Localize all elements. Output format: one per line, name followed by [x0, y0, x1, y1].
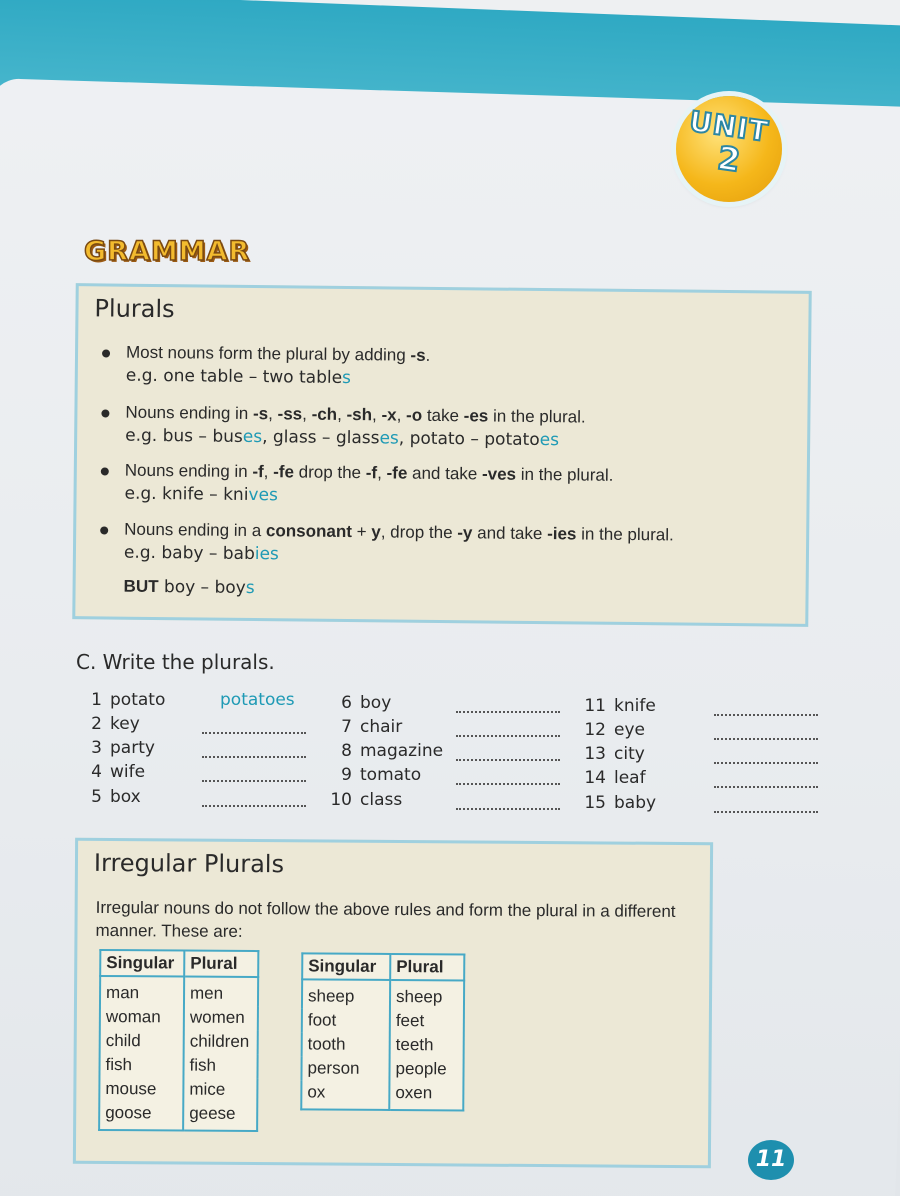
exercise-word: leaf	[614, 768, 646, 788]
singular-cell: child	[100, 1029, 184, 1054]
table-row	[100, 976, 258, 1006]
rule-example: e.g. bus – buses, glass – glasses, potato – potatoes	[125, 425, 560, 451]
exercise-title: C. Write the plurals.	[76, 650, 275, 674]
singular-cell: mouse	[99, 1077, 183, 1102]
exercise-item	[80, 690, 165, 714]
exercise-number: 3	[91, 738, 102, 758]
irregular-intro: Irregular nouns do not follow the above rules and form the plural in a different manner. These are:	[95, 897, 676, 941]
bullet-icon	[100, 526, 108, 534]
rule-text: Nouns ending in -f, -fe drop the -f, -fe and take -ves in the plural.	[124, 460, 614, 485]
plural-cell: sheep	[390, 980, 464, 1010]
exercise-number: 15	[584, 793, 606, 813]
table-row	[99, 1101, 257, 1131]
rule-example: e.g. knife – knives	[124, 483, 278, 506]
answer-blank[interactable]	[456, 783, 560, 785]
bullet-icon	[102, 349, 110, 357]
exercise-answer: potatoes	[220, 690, 295, 710]
singular-cell: woman	[100, 1005, 184, 1030]
exercise-item	[584, 696, 656, 720]
answer-blank[interactable]	[714, 762, 818, 764]
plural-cell: oxen	[389, 1081, 463, 1111]
exercise-number: 9	[341, 765, 352, 785]
plurals-box-title: Plurals	[94, 294, 175, 324]
answer-blank[interactable]	[202, 780, 306, 782]
exercise-number: 6	[341, 693, 352, 713]
exercise-item	[80, 738, 155, 762]
singular-cell: ox	[301, 1080, 389, 1110]
rule-text: Nouns ending in a consonant + y, drop the -y and take -ies in the plural.	[124, 519, 674, 545]
answer-blank[interactable]	[714, 714, 818, 716]
answer-blank[interactable]	[714, 738, 818, 740]
rule-text: Nouns ending in -s, -ss, -ch, -sh, -x, -o take -es in the plural.	[125, 402, 586, 427]
exercise-word: boy	[360, 693, 392, 713]
exercise-number: 4	[91, 762, 102, 782]
rule-example: e.g. one table – two tables	[125, 365, 352, 389]
exercise-number: 14	[584, 768, 606, 788]
plurals-rules-box	[72, 283, 811, 627]
answer-blank[interactable]	[202, 805, 306, 807]
exercise-item	[330, 741, 443, 765]
singular-cell: fish	[99, 1053, 183, 1078]
plural-cell: geese	[183, 1102, 257, 1132]
exercise-item	[80, 787, 141, 811]
exercise-word: party	[110, 738, 155, 758]
irregular-table-1	[98, 949, 259, 1132]
rule-text: Most nouns form the plural by adding -s.	[125, 342, 431, 365]
column-header-plural: Plural	[184, 951, 258, 978]
irregular-box-title: Irregular Plurals	[93, 848, 285, 879]
answer-blank[interactable]	[456, 759, 560, 761]
exercise-word: city	[614, 744, 645, 764]
rule-example: e.g. baby – babies	[123, 542, 279, 565]
plural-cell: feet	[390, 1009, 464, 1034]
rule-item	[102, 341, 792, 394]
table-row	[301, 1056, 463, 1081]
rule-item	[100, 518, 790, 571]
singular-cell: man	[100, 976, 184, 1006]
bullet-icon	[101, 409, 109, 417]
table-row	[302, 1032, 464, 1057]
exercise-word: box	[110, 787, 141, 807]
exercise-number: 1	[91, 690, 102, 710]
exercise-item	[584, 768, 646, 792]
column-header-plural: Plural	[390, 954, 464, 981]
exercise-word: baby	[614, 793, 657, 813]
answer-blank[interactable]	[456, 808, 560, 810]
table-row	[99, 1053, 257, 1078]
column-header-singular: Singular	[100, 950, 184, 977]
plural-cell: mice	[183, 1078, 257, 1103]
singular-cell: tooth	[302, 1032, 390, 1057]
plural-cell: fish	[183, 1054, 257, 1079]
exercise-number: 11	[584, 696, 606, 716]
exercise-item	[80, 762, 145, 786]
exercise-item	[584, 720, 645, 744]
answer-blank[interactable]	[456, 735, 560, 737]
rule-item	[100, 459, 790, 512]
singular-cell: person	[301, 1056, 389, 1081]
exercise-number: 2	[91, 714, 102, 734]
exercise-item	[80, 714, 140, 738]
bullet-icon	[101, 467, 109, 475]
exercise-number: 10	[330, 790, 352, 810]
exercise-word: chair	[360, 717, 403, 737]
plural-cell: teeth	[390, 1033, 464, 1058]
exercise-number: 8	[341, 741, 352, 761]
rule-item	[101, 401, 791, 454]
exercise-item	[584, 744, 645, 768]
table-row	[100, 1029, 258, 1054]
unit-number: 2	[715, 138, 743, 180]
unit-badge	[676, 96, 782, 202]
exercise-item	[330, 765, 421, 789]
exercise-word: eye	[614, 720, 645, 740]
unit-label: UNIT	[687, 104, 771, 149]
exercise-word: knife	[614, 696, 656, 716]
plural-cell: men	[184, 977, 258, 1007]
exercise-item	[584, 793, 656, 817]
exercise-number: 12	[584, 720, 606, 740]
table-row	[100, 1005, 258, 1030]
irregular-plurals-box	[73, 838, 713, 1168]
table-row	[302, 1008, 464, 1033]
singular-cell: goose	[99, 1101, 183, 1131]
exercise-word: tomato	[360, 765, 422, 785]
singular-cell: foot	[302, 1008, 390, 1033]
table-row	[99, 1077, 257, 1102]
singular-cell: sheep	[302, 979, 390, 1009]
exercise-word: class	[360, 790, 403, 810]
answer-blank[interactable]	[202, 756, 306, 758]
exercise-item	[330, 790, 402, 814]
exercise-word: potato	[110, 690, 166, 710]
answer-blank[interactable]	[714, 786, 818, 788]
answer-blank[interactable]	[202, 732, 306, 734]
but-example: BUT boy – boys	[123, 576, 255, 599]
answer-blank[interactable]	[456, 711, 560, 713]
plural-cell: people	[389, 1057, 463, 1082]
exercise-item	[330, 717, 402, 741]
exercise-word: wife	[110, 762, 146, 782]
answer-blank[interactable]	[714, 811, 818, 813]
plural-cell: women	[184, 1006, 258, 1031]
plural-cell: children	[184, 1030, 258, 1055]
exercise-number: 7	[341, 717, 352, 737]
section-title: GRAMMAR	[84, 236, 251, 267]
exercise-word: magazine	[360, 741, 444, 761]
exercise-number: 13	[584, 744, 606, 764]
table-row	[302, 979, 464, 1009]
column-header-singular: Singular	[302, 953, 390, 980]
exercise-number: 5	[91, 787, 102, 807]
irregular-table-2	[300, 952, 465, 1111]
exercise-item	[330, 693, 391, 717]
page-number: 11	[748, 1140, 794, 1180]
table-row	[301, 1080, 463, 1110]
exercise-word: key	[110, 714, 140, 734]
